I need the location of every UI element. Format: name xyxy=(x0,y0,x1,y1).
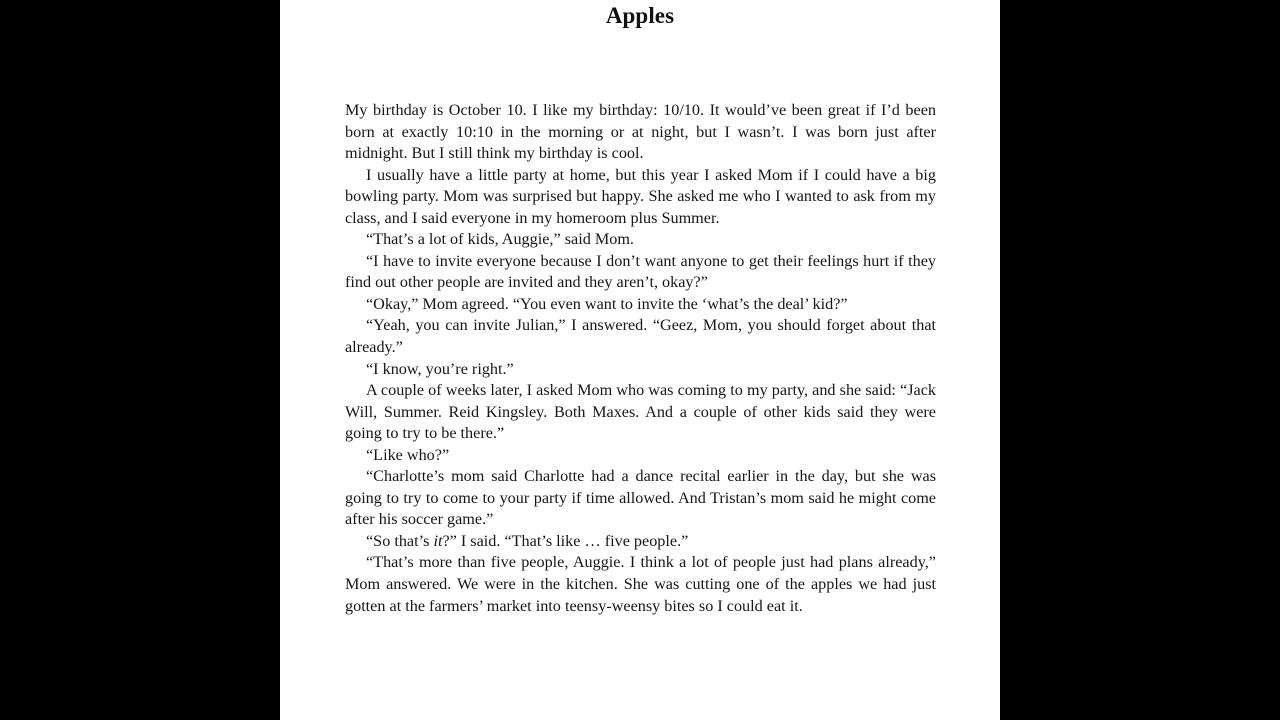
paragraph: A couple of weeks later, I asked Mom who was coming to my party, and she said: “Jack Will, Summer. Reid Kingsley. Both Maxes. And a couple of other kids said they were going to try to be there.” xyxy=(345,381,936,443)
paragraph: “Like who?” xyxy=(366,445,450,464)
paragraph xyxy=(345,531,936,553)
paragraph: “I know, you’re right.” xyxy=(366,359,514,378)
paragraph: “That’s a lot of kids, Auggie,” said Mom. xyxy=(366,230,634,249)
paragraph: I usually have a little party at home, but this year I asked Mom if I could have a big bowling party. Mom was surprised but happy. She asked me who I wanted to ask from my class, and I said everyone in my homeroom plus Summer. xyxy=(345,165,936,227)
text-run: ?” I said. “That’s like … five people.” xyxy=(442,531,689,550)
paragraph: My birthday is October 10. I like my birthday: 10/10. It would’ve been great if I’d been born at exactly 10:10 in the morning or at night, but I wasn’t. I was born just after midnight. But I still think my birthday is cool. xyxy=(345,101,936,163)
text-run: “So that’s xyxy=(366,531,434,550)
chapter-title: Apples xyxy=(605,3,675,28)
letterbox-left xyxy=(0,0,280,720)
chapter-body-text xyxy=(345,100,936,617)
emphasis-text: it xyxy=(433,531,443,550)
paragraph: “I have to invite everyone because I don’t want anyone to get their feelings hurt if they find out other people are invited and they aren’t, okay?” xyxy=(345,251,936,292)
paragraph: “Okay,” Mom agreed. “You even want to invite the ‘what’s the deal’ kid?” xyxy=(366,294,848,313)
letterbox-right xyxy=(1000,0,1280,720)
book-page xyxy=(280,0,1000,720)
paragraph: “That’s more than five people, Auggie. I think a lot of people just had plans already,” Mom answered. We were in the kitchen. She was cutting one of the apples we had just gotten at the farmers’ market into teensy-weensy bites so I could eat it. xyxy=(345,553,936,615)
paragraph: “Yeah, you can invite Julian,” I answered. “Geez, Mom, you should forget about that already.” xyxy=(345,316,936,357)
paragraph: “Charlotte’s mom said Charlotte had a dance recital earlier in the day, but she was going to try to come to your party if time allowed. And Tristan’s mom said he might come after his soccer game.” xyxy=(345,467,936,529)
